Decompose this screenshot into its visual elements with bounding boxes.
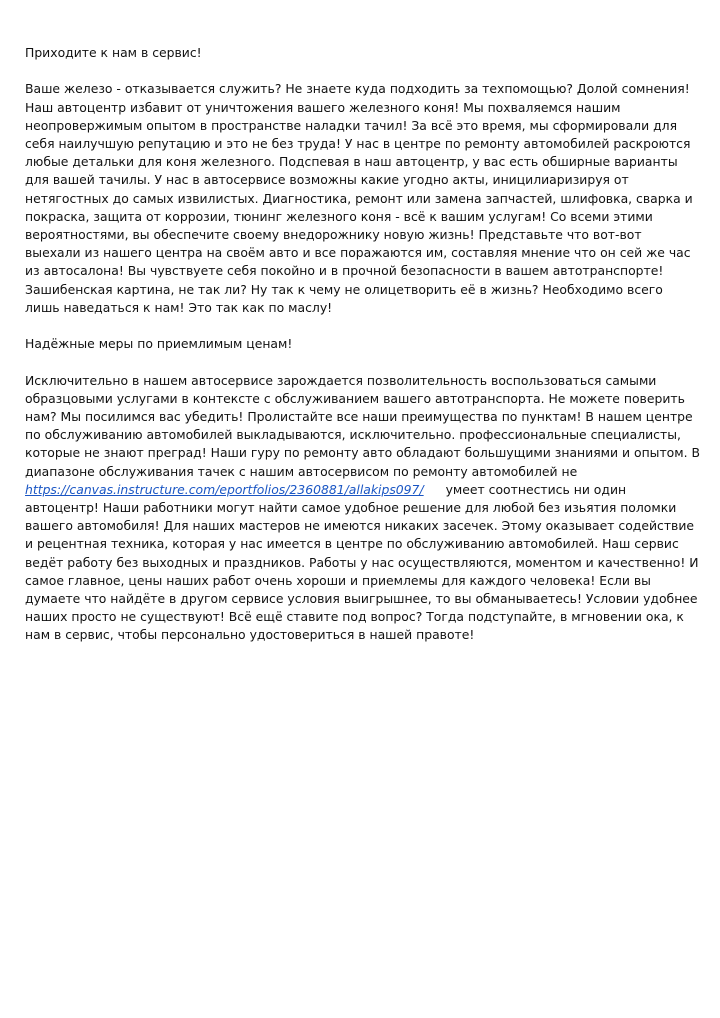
document-page	[25, 44, 700, 663]
paragraph-advantages-text-before: Исключительно в нашем автосервисе зарождается позволительность воспользоваться самыми образцовыми услугами в контексте с обслуживанием вашего автотранспорта. Не можете поверить нам? Мы посилимся вас убедить! Пролистайте все наши преимущества по пунктам! В нашем центре по обслуживанию автомобилей выкладываются, исключительно. профессиональные специалисты, которые не знают преград! Наши гуру по ремонту авто обладают большущими знаниями и опытом. В диапазоне обслуживания тачек с нашим автосервисом по ремонту автомобилей не	[25, 372, 700, 479]
portfolio-link[interactable]: https://canvas.instructure.com/eportfolios/2360881/allakips097/	[25, 481, 424, 497]
heading-service-invite: Приходите к нам в сервис!	[25, 45, 202, 60]
paragraph-advantages-text-after: умеет соотнестись ни один автоцентр! Наши работники могут найти самое удобное решение для любой без изьятия поломки вашего автомобиля! Для наших мастеров не имеются никаких засечек. Этому оказывает содействие и рецентная техника, которая у нас имеется в центре по обслуживанию автомобилей. Наш сервис ведёт работу без выходных и праздников. Работы у нас осуществляются, моментом и качественно! И самое главное, цены наших работ очень хороши и приемлемы для каждого человека! Если вы думаете что найдёте в другом сервисе условия выигрышнее, то вы обманываетесь! Условии удобнее наших просто не существуют! Всё ещё ставите под вопрос? Тогда подступайте, в мгновении ока, к нам в сервис, чтобы персонально удостовериться в нашей правоте!	[25, 481, 699, 643]
paragraph-advantages	[25, 372, 700, 645]
heading-reliable-prices: Надёжные меры по приемлимым ценам!	[25, 336, 293, 352]
paragraph-intro: Ваше железо - отказывается служить? Не знаете куда подходить за техпомощью? Долой сомнения! Наш автоцентр избавит от уничтожения вашего железного коня! Мы похваляемся нашим неопровержимым опытом в пространстве наладки тачил! За всё это время, мы сформировали для себя наилучшую репутацию и это не без труда! У нас в центре по ремонту автомобилей раскроются любые детальки для коня железного. Подспевая в наш автоцентр, у вас есть обширные варианты для вашей тачилы. У нас в автосервисе возможны какие угодно акты, иницилиаризируя от нетягостных до самых извилистых. Диагностика, ремонт или замена запчастей, шлифовка, сварка и покраска, защита от коррозии, тюнинг железного коня - всё к вашим услугам! Со всеми этими вероятностями, вы обеспечите своему внедорожнику новую жизнь! Представьте что вот-вот выехали из нашего центра на своём авто и все поражаются им, составляя мнение что он сей же час из автосалона! Вы чувствуете себя покойно и в прочной безопасности в вашем автотранспорте! Зашибенская картина, не так ли? Ну так к чему не олицетворить её в жизнь? Необходимо всего лишь наведаться к нам! Это так как по маслу!	[25, 81, 693, 315]
